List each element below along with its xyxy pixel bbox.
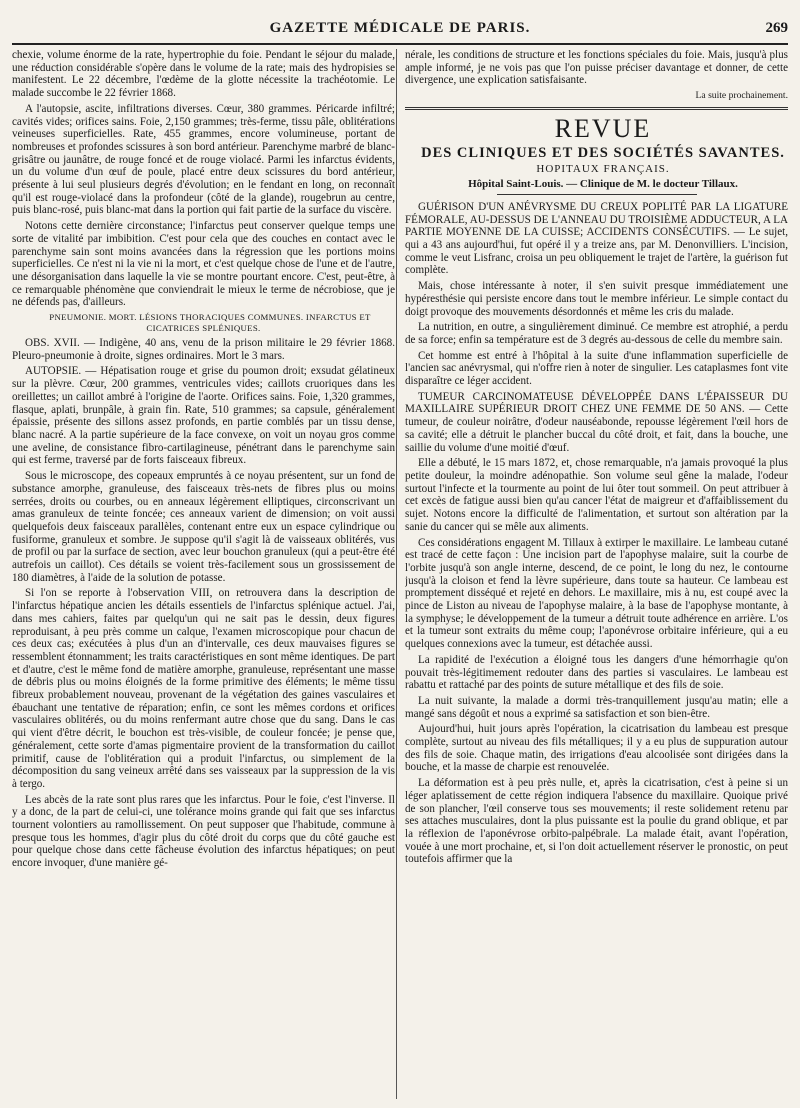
paragraph: TUMEUR CARCINOMATEUSE DÉVELOPPÉE DANS L'ÉPAISSEUR DU MAXILLAIRE SUPÉRIEUR DROIT CHEZ UNE FEMME DE 50 ANS. — Cette tumeur, de couleur noirâtre, d'odeur nauséabonde, repousse légèrement l'œil hors de sa cavité; elle a détruit le plancher buccal du côté droit, et fait, dans la bouche, une saillie du volume d'une moitié d'œuf.: [405, 390, 788, 454]
journal-title: GAZETTE MÉDICALE DE PARIS.: [269, 20, 531, 36]
paragraph: La nutrition, en outre, a singulièrement diminué. Ce membre est atrophié, a perdu de sa force; enfin sa température est de 3 degrés au-dessous de celle du membre sain.: [405, 321, 788, 346]
paragraph: GUÉRISON D'UN ANÉVRYSME DU CREUX POPLITÉ PAR LA LIGATURE FÉMORALE, AU-DESSUS DE L'ANNEAU DU TROISIÈME ADDUCTEUR, A LA PARTIE MOYENNE DE LA CUISSE; ACCIDENTS CONSÉCUTIFS. — Le sujet, qui a 43 ans aujourd'hui, fut opéré il y a treize ans, par M. Denonvilliers. L'incision, comme le veut Lisfranc, croisa un peu obliquement le trajet de l'artère, la guérison fut complète.: [405, 200, 788, 277]
header-rule: [12, 43, 788, 45]
paragraph: Cet homme est entré à l'hôpital à la suite d'une inflammation superficielle de l'ancien sac anévrysmal, qui n'offre rien à noter de singulier. Les cataplasmes font vite disparaître ce léger accident.: [405, 349, 788, 388]
right-column: [405, 49, 788, 1104]
paragraph: La déformation est à peu près nulle, et, après la cicatrisation, c'est à peine si un léger aplatissement de cette région indiquera l'absence du maxillaire. Quoique privé de son plancher, l'œil conserve tous ses mouvements; il reste solidement retenu par ses attaches musculaires, dont la plus puissante est la poulie du grand oblique, et par la réflexion de l'aponévrose orbito-palpébrale. La malade était, avant l'opération, vouée à une mort prochaine, et, si l'on doit actuellement réserver le pronostic, on peut toutefois affirmer que la: [405, 777, 788, 866]
paragraph: chexie, volume énorme de la rate, hypertrophie du foie. Pendant le séjour du malade, une réduction considérable s'opère dans le volume de la rate; mais des hydropisies se manifestent. Le 22 décembre, l'œdème de la glotte nécessite la trachéotomie. Le malade succombe le 22 février 1868.: [12, 49, 395, 100]
paragraph: Aujourd'hui, huit jours après l'opération, la cicatrisation du lambeau est presque complète, surtout au niveau des fils métalliques; il y a eu plus de suppuration autour des fils de soie. Chaque matin, des irrigations d'eau alcoolisée sont dirigées dans la bouche, et la masse de charpie est renouvelée.: [405, 723, 788, 774]
page-header: [12, 0, 788, 38]
paragraph: Mais, chose intéressante à noter, il s'en suivit presque immédiatement une hypéresthésie qui persiste encore dans tout le membre inférieur. Le simple contact du doigt provoque des mouvements désordonnés et même les cris du malade.: [405, 280, 788, 318]
paragraph: Ces considérations engagent M. Tillaux à extirper le maxillaire. Le lambeau cutané est tracé de cette façon : Une incision part de l'apophyse malaire, suit la courbe de l'orbite jusqu'à son angle interne, descend, de ce point, le long du nez, le contourne jusqu'à la cloison et fend la lèvre supérieure, dans toute sa hauteur. Ce lambeau est promptement disséqué et rejeté en dehors. Le maxillaire, mis à nu, est coupé avec la pince de Liston au niveau de l'apophyse malaire, à la base de l'apophyse montante, à la symphyse; le développement de la tumeur a détruit toute adhérence en arrière. L'os et la tumeur sont extraits du même coup; l'aponévrose orbitaire inférieure, qui a eu quelques connexions avec la tumeur, est détachée aussi.: [405, 536, 788, 651]
paragraph: Elle a débuté, le 15 mars 1872, et, chose remarquable, n'a jamais provoqué la plus petite douleur, la moindre adénopathie. Son volume seul gêne la malade, l'odeur surtout l'infecte et la tourmente au point de lui ôter tout sommeil. On peut attribuer à cet excès de fatigue aussi bien qu'au cancer l'état de maigreur et d'affaiblissement du sujet. Notons encore la difficulté de l'alimentation, et surtout son altération par la sanie du cancer qui se mêle aux aliments.: [405, 457, 788, 533]
revue-subtitle: DES CLINIQUES ET DES SOCIÉTÉS SAVANTES.: [421, 144, 785, 161]
paragraph: AUTOPSIE. — Hépatisation rouge et grise du poumon droit; exsudat gélatineux sur la plèvre. Cœur, 200 grammes, ventricules vides; caillots cruoriques dans les oreillettes; un caillot ambré à l'origine de l'aorte. Orifices sains. Foie, 1,320 grammes, flasque, aplati, brunpâle, à grain fin. Rate, 510 grammes; sa capsule, généralement épaissie, présente des sillons assez profonds, en partie comblés par un tissu dense, blanc nacré. A la partie supérieure de la face convexe, on voit un noyau gros comme une aveline, de consistance fibro-cartilagineuse, pénétrant dans le parenchyme sain qui est ferme, traversé par de forts faisceaux fibreux.: [12, 365, 395, 467]
paragraph: Les abcès de la rate sont plus rares que les infarctus. Pour le foie, c'est l'inverse. Il y a donc, de la part de celui-ci, une tolérance moins grande qui fait que ses infarctus tournent volontiers au ramollissement. On peut supposer que l'habitude, commune à presque tous les hommes, d'agir plus du côté droit du corps que du côté gauche est pour quelque chose dans cette fâcheuse évolution des infarctus hépatiques; on peut encore invoquer, d'une manière gé-: [12, 793, 395, 870]
continuation-note: La suite prochainement.: [695, 90, 788, 102]
small-rule: [497, 194, 697, 195]
section-rule: [405, 107, 788, 110]
paragraph: Notons cette dernière circonstance; l'infarctus peut conserver quelque temps une sorte de vitalité par imbibition. C'est pour cela que des couches en contact avec le parenchyme sain sont moins avancées dans la régression que les portions moins superficielles. Ce n'est ni la vie ni la mort, et c'est quelque chose de l'une et de l'autre, une désorganisation dans laquelle la vie se montre pourtant encore. C'est, peut-être, à ce remarquable phénomène que conviendrait le mieux le terme de nécrobiose, que je ne défends pas, d'ailleurs.: [12, 220, 395, 309]
section-heading: PNEUMONIE. MORT. LÉSIONS THORACIQUES COMMUNES. INFARCTUS ET CICATRICES SPLÉNIQUES.: [49, 312, 371, 334]
paragraph: A l'autopsie, ascite, infiltrations diverses. Cœur, 380 grammes. Péricarde infiltré; cavités vides; orifices sains. Foie, 2,150 grammes; très-ferme, tissu pâle, oblitérations veineuses superficielles. Rate, 455 grammes, encore volumineuse, portant de nombreuses et profondes scissures à son bord antérieur. Parenchyme marbré de blanc-grisâtre ou jaunâtre, de rouge foncé et de rouge violacé. Parmi les infarctus évidents, un du volume d'un œuf de poule, placé entre deux scissures du bord antérieur, présente à lui seul plusieurs degrés d'évolution; en le fendant en long, on reconnaît qu'il est rouge-violacé dans la profondeur (côté de la glande), rougebrun au centre, puis blanc-rosé, puis blanc-mat dans la portion qui fait partie de la surface du viscère.: [12, 102, 395, 217]
left-column: [12, 49, 395, 1104]
paragraph: Si l'on se reporte à l'observation VIII, on retrouvera dans la description de l'infarctus hépatique ancien les détails essentiels de l'infarctus splénique actuel. J'ai, dans mes cahiers, faites par quelqu'un qui ne sait pas le dessin, deux figures reproduisant, à peu près comme un calque, l'examen microscopique pour chacun de ces deux cas; exécutées à plus d'un an d'intervalle, ces deux mauvaises figures se ressemblent étonnamment; les traits caractéristiques en sont même identiques. De part et d'autre, c'est le même fond de matière amorphe, granuleuse, représentant une masse de débris plus ou moins éloignés de la forme primitive des éléments; le même tissu fibreux probablement nouveau, provenant de la végétation des gaines vasculaires et ébauchant une tentative de réparation; enfin, ce sont les mêmes cordons et orifices vasculaires oblitérés, ou du moins renfermant autre chose que du sang. Dans le cas qui vient d'être décrit, le bouchon est très-visible, de couleur foncée; je pense que, généralement, cette sorte d'amas pigmentaire provient de la transformation du caillot primitif, cause de l'oblitération qui a produit l'infarctus, ou simplement de la décomposition du sang veineux arrêté dans ses vaisseaux par la suppression de la vis à tergo.: [12, 587, 395, 790]
page-number: 269: [765, 20, 788, 36]
paragraph: La nuit suivante, la malade a dormi très-tranquillement jusqu'au matin; elle a mangé sans dégoût et nous a exprimé sa satisfaction et son bien-être.: [405, 694, 788, 720]
paragraph: OBS. XVII. — Indigène, 40 ans, venu de la prison militaire le 29 février 1868. Pleuro-pneumonie à droite, signes ordinaires. Mort le 3 mars.: [12, 337, 395, 362]
paragraph: La rapidité de l'exécution a éloigné tous les dangers d'une hémorrhagie qu'on pouvait très-légitimement redouter dans des parties si vasculaires. Le lambeau est rabattu et rattaché par des points de suture métallique et des fils de soie.: [405, 653, 788, 692]
paragraph: Sous le microscope, des copeaux empruntés à ce noyau présentent, sur un fond de substance amorphe, granuleuse, des faisceaux très-nets de fibres plus ou moins serrées, droits ou courbes, ou en anneaux légèrement elliptiques, circonscrivant un amas granuleux de teinte foncée; ces anneaux varient de dimension; on voit aussi quelquefois deux faisceaux parallèles, contenant entre eux un espace cylindrique ou fusiforme, granuleux et sombre. Je suppose qu'il s'agit là de vaisseaux oblitérés, vus de profil ou par la surface de section, avec leur bouchon granuleux (qui a peut-être été autrefois un caillot). Ces détails se voient très-facilement sous un grossissement de 180 diamètres, à l'aide de la solution de potasse.: [12, 470, 395, 584]
revue-title: REVUE: [554, 113, 652, 143]
column-divider: [396, 49, 397, 1099]
clinique-heading: Hôpital Saint-Louis. — Clinique de M. le docteur Tillaux.: [468, 178, 738, 191]
paragraph: nérale, les conditions de structure et les fonctions spéciales du foie. Mais, jusqu'à plus ample informé, je ne vois pas que l'on puisse préciser davantage et donner, de cette divergence, une explication satisfaisante.: [405, 49, 788, 87]
hopitaux-heading: HOPITAUX FRANÇAIS.: [536, 162, 670, 175]
